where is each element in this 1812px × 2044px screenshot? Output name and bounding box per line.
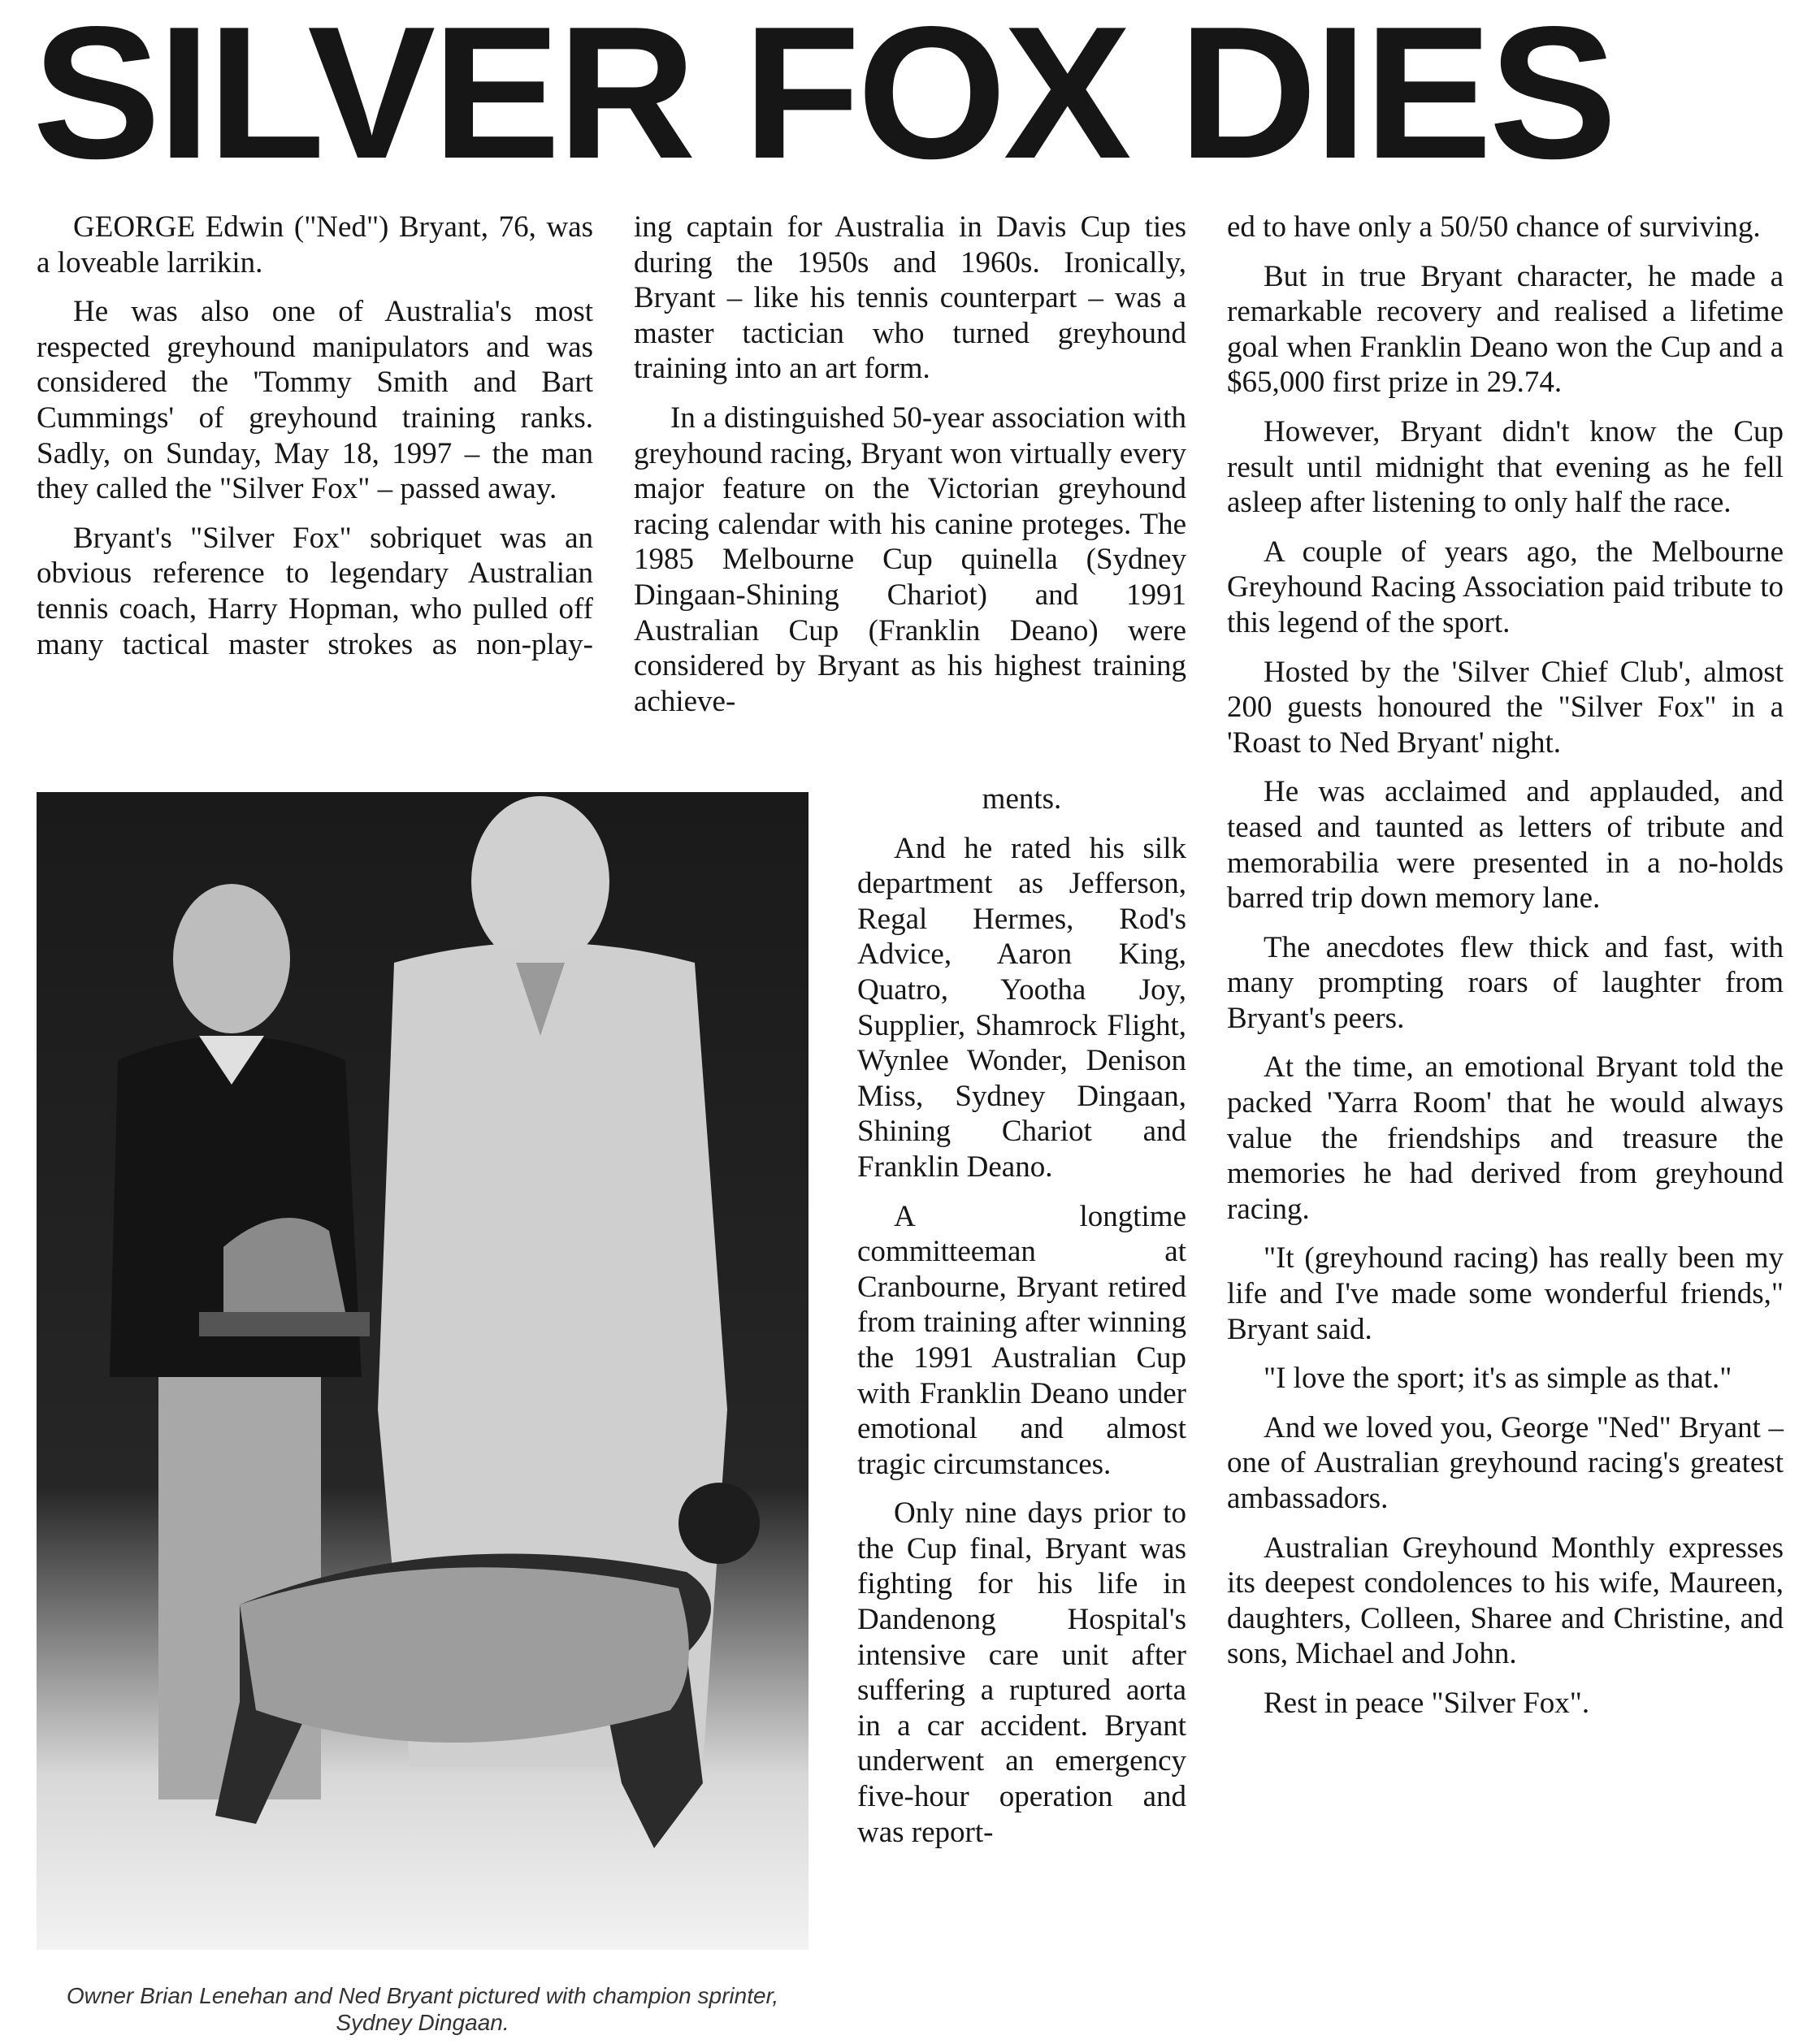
paragraph: ing captain for Australia in Davis Cup ties during the 1950s and 1960s. Ironically, Bryant – like his tennis counterpart – was a master tactician who turned greyhound training into an art form. [634,210,1186,386]
article-column-2-upper [634,210,1186,733]
photo-caption: Owner Brian Lenehan and Ned Bryant pictured with champion sprinter, Sydney Dingaan. [66,1983,779,2035]
paragraph: A longtime committeeman at Cranbourne, Bryant retired from training after winning the 1991 Australian Cup with Franklin Deano under emotional and almost tragic circumstances. [857,1199,1186,1481]
article-column-3 [1227,210,1784,1735]
paragraph: Rest in peace "Silver Fox". [1264,1686,1590,1720]
article-column-2-lower [857,782,1186,1864]
paragraph: Hosted by the 'Silver Chief Club', almost 200 guests honoured the "Silver Fox" in a 'Roast to Ned Bryant' night. [1227,655,1784,760]
paragraph: In a distinguished 50-year association with greyhound racing, Bryant won virtually every major feature on the Victorian greyhound racing calendar with his canine proteges. The 1985 Melbourne Cup quinella (Sydney Dingaan-Shining Chariot) and 1991 Australian Cup (Franklin Deano) were considered by Bryant as his highest training achieve- [634,401,1186,718]
paragraph: Australian Greyhound Monthly expresses its deepest condolences to his wife, Maureen, daughters, Colleen, Sharee and Christine, and sons, Michael and John. [1227,1531,1784,1671]
news-photo [37,792,808,1950]
paragraph: Bryant's "Silver Fox" sobriquet was an obvious reference to legendary Australian tennis coach, Harry Hopman, who pulled off many tactical master strokes as non-play- [37,521,593,661]
paragraph: The anecdotes flew thick and fast, with many prompting roars of laughter from Bryant's peers. [1227,930,1784,1035]
paragraph: "It (greyhound racing) has really been my life and I've made some wonderful friends," Bryant said. [1227,1241,1784,1346]
paragraph: However, Bryant didn't know the Cup result until midnight that evening as he fell asleep after listening to only half the race. [1227,414,1784,520]
paragraph: But in true Bryant character, he made a remarkable recovery and realised a lifetime goal when Franklin Deano won the Cup and a $65,000 first prize in 29.74. [1227,259,1784,400]
paragraph: He was acclaimed and applauded, and teased and taunted as letters of tribute and memorabilia were presented in a no-holds barred trip down memory lane. [1227,775,1784,916]
paragraph: And we loved you, George "Ned" Bryant – one of Australian greyhound racing's greatest ambassadors. [1227,1410,1784,1515]
article-column-1 [37,210,593,676]
paragraph: ments. [982,782,1062,816]
paragraph: GEORGE Edwin ("Ned") Bryant, 76, was a loveable larrikin. [37,210,593,279]
paragraph: He was also one of Australia's most respected greyhound manipulators and was considered the 'Tommy Smith and Bart Cummings' of greyhound training ranks. Sadly, on Sunday, May 18, 1997 – the man they called the "Silver Fox" – passed away. [37,295,593,506]
paragraph: ed to have only a 50/50 chance of surviving. [1227,210,1761,244]
paragraph: "I love the sport; it's as simple as that." [1264,1362,1732,1396]
paragraph: Only nine days prior to the Cup final, Bryant was fighting for his life in Dandenong Hospital's intensive care unit after suffering a ruptured aorta in a car accident. Bryant underwent an emergency five-hour operation and was report- [857,1496,1186,1849]
paragraph: At the time, an emotional Bryant told the packed 'Yarra Room' that he would always value the friendships and treasure the memories he had derived from greyhound racing. [1227,1050,1784,1226]
paragraph: A couple of years ago, the Melbourne Greyhound Racing Association paid tribute to this legend of the sport. [1227,535,1784,639]
headline: SILVER FOX DIES [33,0,1615,198]
paragraph: And he rated his silk department as Jefferson, Regal Hermes, Rod's Advice, Aaron King, Quatro, Yootha Joy, Supplier, Shamrock Flight, Wynlee Wonder, Denison Miss, Sydney Dingaan, Shining Chariot and Franklin Deano. [857,831,1186,1184]
